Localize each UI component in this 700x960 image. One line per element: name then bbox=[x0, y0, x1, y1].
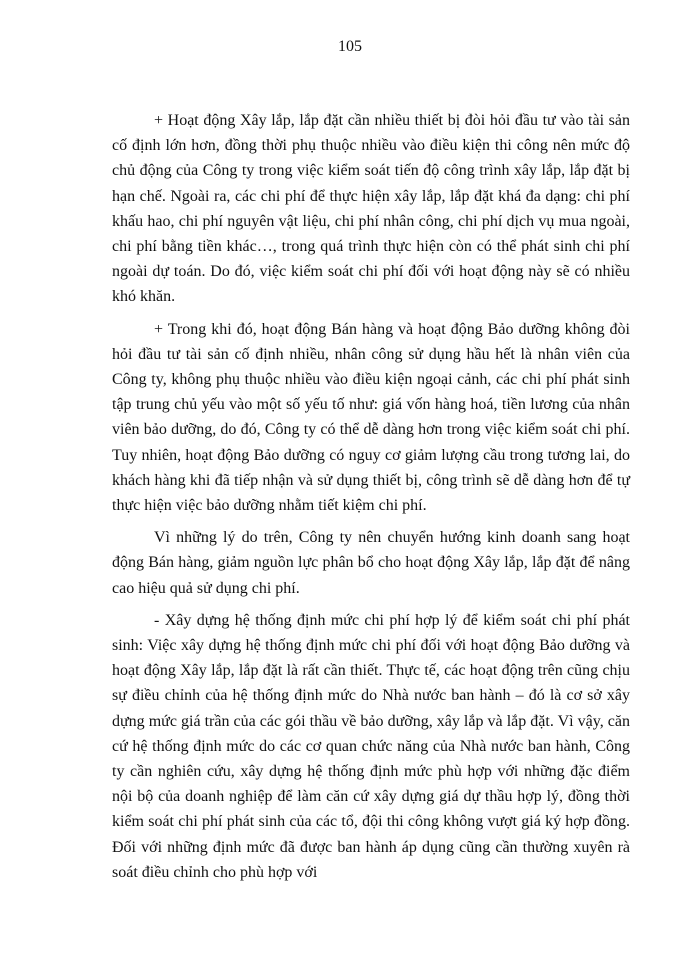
paragraph-sales-maintenance-activity: + Trong khi đó, hoạt động Bán hàng và hoạt động Bảo dưỡng không đòi hỏi đầu tư tài sản cố định nhiều, nhân công sử dụng hầu hết là nhân viên của Công ty, không phụ thuộc nhiều vào điều kiện ngoại cảnh, các chi phí phát sinh tập trung chủ yếu vào một số yếu tố như: giá vốn hàng hoá, tiền lương của nhân viên bảo dưỡng, do đó, Công ty có thể dễ dàng hơn trong việc kiểm soát chi phí. Tuy nhiên, hoạt động Bảo dưỡng có nguy cơ giảm lượng cầu trong tương lai, do khách hàng khi đã tiếp nhận và sử dụng thiết bị, công trình sẽ dễ dàng hơn để tự thực hiện việc bảo dưỡng nhằm tiết kiệm chi phí. bbox=[112, 320, 630, 515]
paragraph-cost-norm-system: - Xây dựng hệ thống định mức chi phí hợp lý để kiểm soát chi phí phát sinh: Việc xây dựng hệ thống định mức chi phí đối với hoạt động Bảo dưỡng và hoạt động Xây lắp, lắp đặt là rất cần thiết. Thực tế, các hoạt động trên cũng chịu sự điều chỉnh của hệ thống định mức do Nhà nước ban hành – đó là cơ sở xây dựng mức giá trần của các gói thầu về bảo dưỡng, xây lắp và lắp đặt. Vì vậy, căn cứ hệ thống định mức do các cơ quan chức năng của Nhà nước ban hành, Công ty cần nghiên cứu, xây dựng hệ thống định mức phù hợp với những đặc điểm nội bộ của doanh nghiệp để làm căn cứ xây dựng giá dự thầu hợp lý, đồng thời kiểm soát chi phí phát sinh của các tổ, đội thi công không vượt giá ký hợp đồng. Đối với những định mức đã được ban hành áp dụng cũng cần thường xuyên rà soát điều chỉnh cho phù hợp với bbox=[112, 611, 630, 881]
document-body bbox=[112, 108, 630, 892]
page-number: 105 bbox=[338, 38, 362, 55]
paragraph-business-shift-recommendation: Vì những lý do trên, Công ty nên chuyển hướng kinh doanh sang hoạt động Bán hàng, giảm nguồn lực phân bổ cho hoạt động Xây lắp, lắp đặt để nâng cao hiệu quả sử dụng chi phí. bbox=[112, 529, 630, 597]
paragraph-construction-activity: + Hoạt động Xây lắp, lắp đặt cần nhiều thiết bị đòi hỏi đầu tư vào tài sản cố định lớn hơn, đồng thời phụ thuộc nhiều vào điều kiện thi công nên mức độ chủ động của Công ty trong việc kiểm soát tiến độ công trình xây lắp, lắp đặt bị hạn chế. Ngoài ra, các chi phí để thực hiện xây lắp, lắp đặt khá đa dạng: chi phí khấu hao, chi phí nguyên vật liệu, chi phí nhân công, chi phí dịch vụ mua ngoài, chi phí bằng tiền khác…, trong quá trình thực hiện còn có thể phát sinh chi phí ngoài dự toán. Do đó, việc kiểm soát chi phí đối với hoạt động này sẽ có nhiều khó khăn. bbox=[112, 112, 630, 306]
